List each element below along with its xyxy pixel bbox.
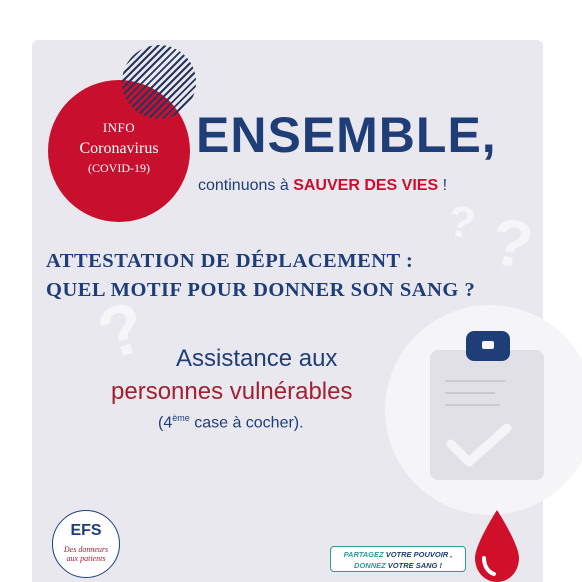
efs-logo: EFS Des donneurs aux patients [52, 510, 120, 578]
headline-subtitle: continuons à SAUVER DES VIES ! [198, 177, 448, 194]
question-mark-icon: ? [88, 286, 156, 376]
blood-drop-icon [472, 508, 522, 582]
answer-line-2: personnes vulnérables [111, 378, 353, 405]
share-banner: PARTAGEZ VOTRE POUVOIR , DONNEZ VOTRE SANG ! [330, 546, 466, 572]
highlight-text: SAUVER DES VIES [293, 177, 439, 194]
answer-note: (4ème case à cocher). [158, 413, 304, 432]
headline-title: ENSEMBLE, [196, 107, 497, 163]
striped-circle-decoration [122, 45, 196, 119]
question-heading: ATTESTATION DE DÉPLACEMENT : QUEL MOTIF POUR DONNER SON SANG ? [46, 250, 476, 301]
badge-info-label: INFO [102, 120, 136, 135]
question-mark-icon: ? [485, 203, 539, 283]
question-mark-icon: ? [444, 196, 480, 249]
badge-covid-label: (COVID-19) [88, 161, 150, 175]
answer-line-1: Assistance aux [176, 345, 338, 372]
badge-coronavirus-label: Coronavirus [79, 140, 159, 157]
